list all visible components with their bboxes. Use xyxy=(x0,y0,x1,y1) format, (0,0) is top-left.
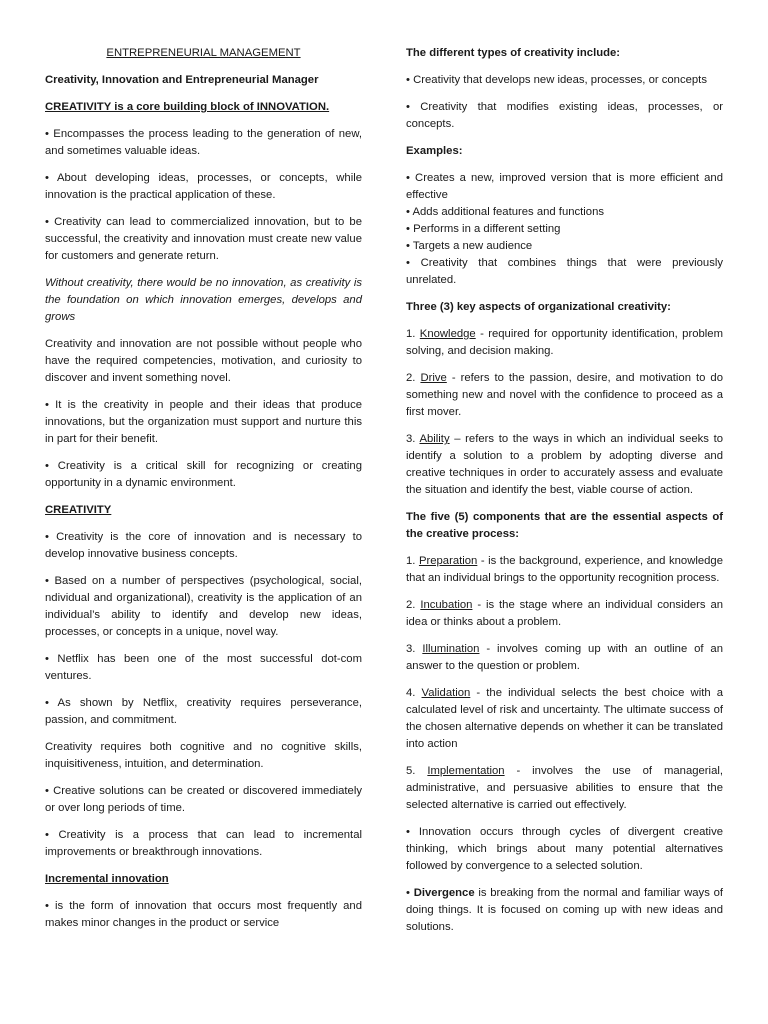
component-preparation: 1. Preparation - is the background, experience, and knowledge that an individual brings to the opportunity recognition process. xyxy=(406,555,723,584)
document-title: ENTREPRENEURIAL MANAGEMENT xyxy=(106,47,301,59)
paragraph: • Creative solutions can be created or discovered immediately or over long periods of time. xyxy=(45,785,362,814)
paragraph: • It is the creativity in people and their ideas that produce innovations, but the organization must support and nurture this in part for their benefit. xyxy=(45,399,362,445)
example-item: • Adds additional features and functions xyxy=(406,206,605,218)
term: Drive xyxy=(420,372,447,384)
term: Preparation xyxy=(418,555,478,567)
paragraph: • Creativity is a process that can lead to incremental improvements or breakthrough innovations. xyxy=(45,829,362,858)
right-column xyxy=(406,45,723,946)
paragraph: Creativity requires both cognitive and no cognitive skills, inquisitiveness, intuition, and determination. xyxy=(45,741,362,770)
paragraph: • Innovation occurs through cycles of divergent creative thinking, which brings about many potential alternatives followed by convergence to a selected solution. xyxy=(406,826,723,872)
paragraph: Creativity and innovation are not possible without people who have the required competencies, motivation, and curiosity to discover and invent something novel. xyxy=(45,338,362,384)
example-item: • Targets a new audience xyxy=(406,240,533,252)
aspect-knowledge: 1. Knowledge - required for opportunity identification, problem solving, and decision making. xyxy=(406,328,723,357)
paragraph: • Creativity is a critical skill for recognizing or creating opportunity in a dynamic environment. xyxy=(45,460,362,489)
divergence-paragraph: • Divergence is breaking from the normal and familiar ways of doing things. It is focused on coming up with new ideas and solutions. xyxy=(406,887,724,933)
term: Knowledge xyxy=(419,328,476,340)
section-subtitle: Creativity, Innovation and Entrepreneurial Manager xyxy=(45,74,319,86)
paragraph: • Netflix has been one of the most successful dot-com ventures. xyxy=(45,653,362,682)
creativity-heading: CREATIVITY xyxy=(45,504,112,516)
component-illumination: 3. Illumination - involves coming up with an outline of an answer to the question or problem. xyxy=(406,643,723,672)
types-heading: The different types of creativity include: xyxy=(406,47,621,59)
paragraph: • is the form of innovation that occurs most frequently and makes minor changes in the product or service xyxy=(45,900,362,929)
incremental-heading: Incremental innovation xyxy=(45,873,169,885)
type-item: • Creativity that develops new ideas, processes, or concepts xyxy=(406,74,707,86)
example-item: • Performs in a different setting xyxy=(406,223,561,235)
term: Validation xyxy=(421,687,471,699)
italic-quote: Without creativity, there would be no innovation, as creativity is the foundation on which innovation emerges, develops and grows xyxy=(45,277,362,323)
paragraph: • Creativity can lead to commercialized innovation, but to be successful, the creativity and innovation must create new value for customers and generate return. xyxy=(45,216,362,262)
aspects-heading: Three (3) key aspects of organizational creativity: xyxy=(406,301,671,313)
aspect-drive: 2. Drive - refers to the passion, desire, and motivation to do something new and novel with the confidence to proceed as a first mover. xyxy=(406,372,723,418)
examples-heading: Examples: xyxy=(406,145,463,157)
paragraph: • Creativity is the core of innovation and is necessary to develop innovative business concepts. xyxy=(45,531,362,560)
paragraph: • About developing ideas, processes, or concepts, while innovation is the practical application of these. xyxy=(45,172,362,201)
paragraph: • As shown by Netflix, creativity requires perseverance, passion, and commitment. xyxy=(45,697,362,726)
component-validation: 4. Validation - the individual selects the best choice with a calculated level of risk and uncertainty. The ultimate success of the chosen alternative depends on whether it can be translated into action xyxy=(406,687,724,750)
term: Illumination xyxy=(422,643,480,655)
aspect-ability: 3. Ability – refers to the ways in which an individual seeks to identify a solution to a problem by adopting diverse and creative techniques in order to accurately assess and evaluate the situation and identify the best, viable course of action. xyxy=(406,433,724,496)
examples-list xyxy=(406,170,723,289)
core-heading: CREATIVITY is a core building block of INNOVATION. xyxy=(45,101,330,113)
paragraph: • Based on a number of perspectives (psychological, social, ndividual and organizational), creativity is the application of an individual’s ability to identify and develop new ideas, processes, or concepts in a unique, novel way. xyxy=(45,575,362,638)
component-incubation: 2. Incubation - is the stage where an individual considers an idea or thinks about a problem. xyxy=(406,599,724,628)
term: Divergence xyxy=(413,887,475,899)
type-item: • Creativity that modifies existing ideas, processes, or concepts. xyxy=(406,101,723,130)
paragraph: • Encompasses the process leading to the generation of new, and sometimes valuable ideas. xyxy=(45,128,362,157)
component-implementation: 5. Implementation - involves the use of managerial, administrative, and persuasive abilities to ensure that the selected alternative is carried out effectively. xyxy=(406,765,724,811)
five-components-heading: The five (5) components that are the essential aspects of the creative process: xyxy=(406,511,723,540)
term: Incubation xyxy=(420,599,473,611)
term: Ability xyxy=(419,433,450,445)
example-item: • Creativity that combines things that were previously unrelated. xyxy=(406,257,723,286)
left-column xyxy=(45,45,362,942)
example-item: • Creates a new, improved version that is more efficient and effective xyxy=(406,172,723,201)
term: Implementation xyxy=(427,765,505,777)
